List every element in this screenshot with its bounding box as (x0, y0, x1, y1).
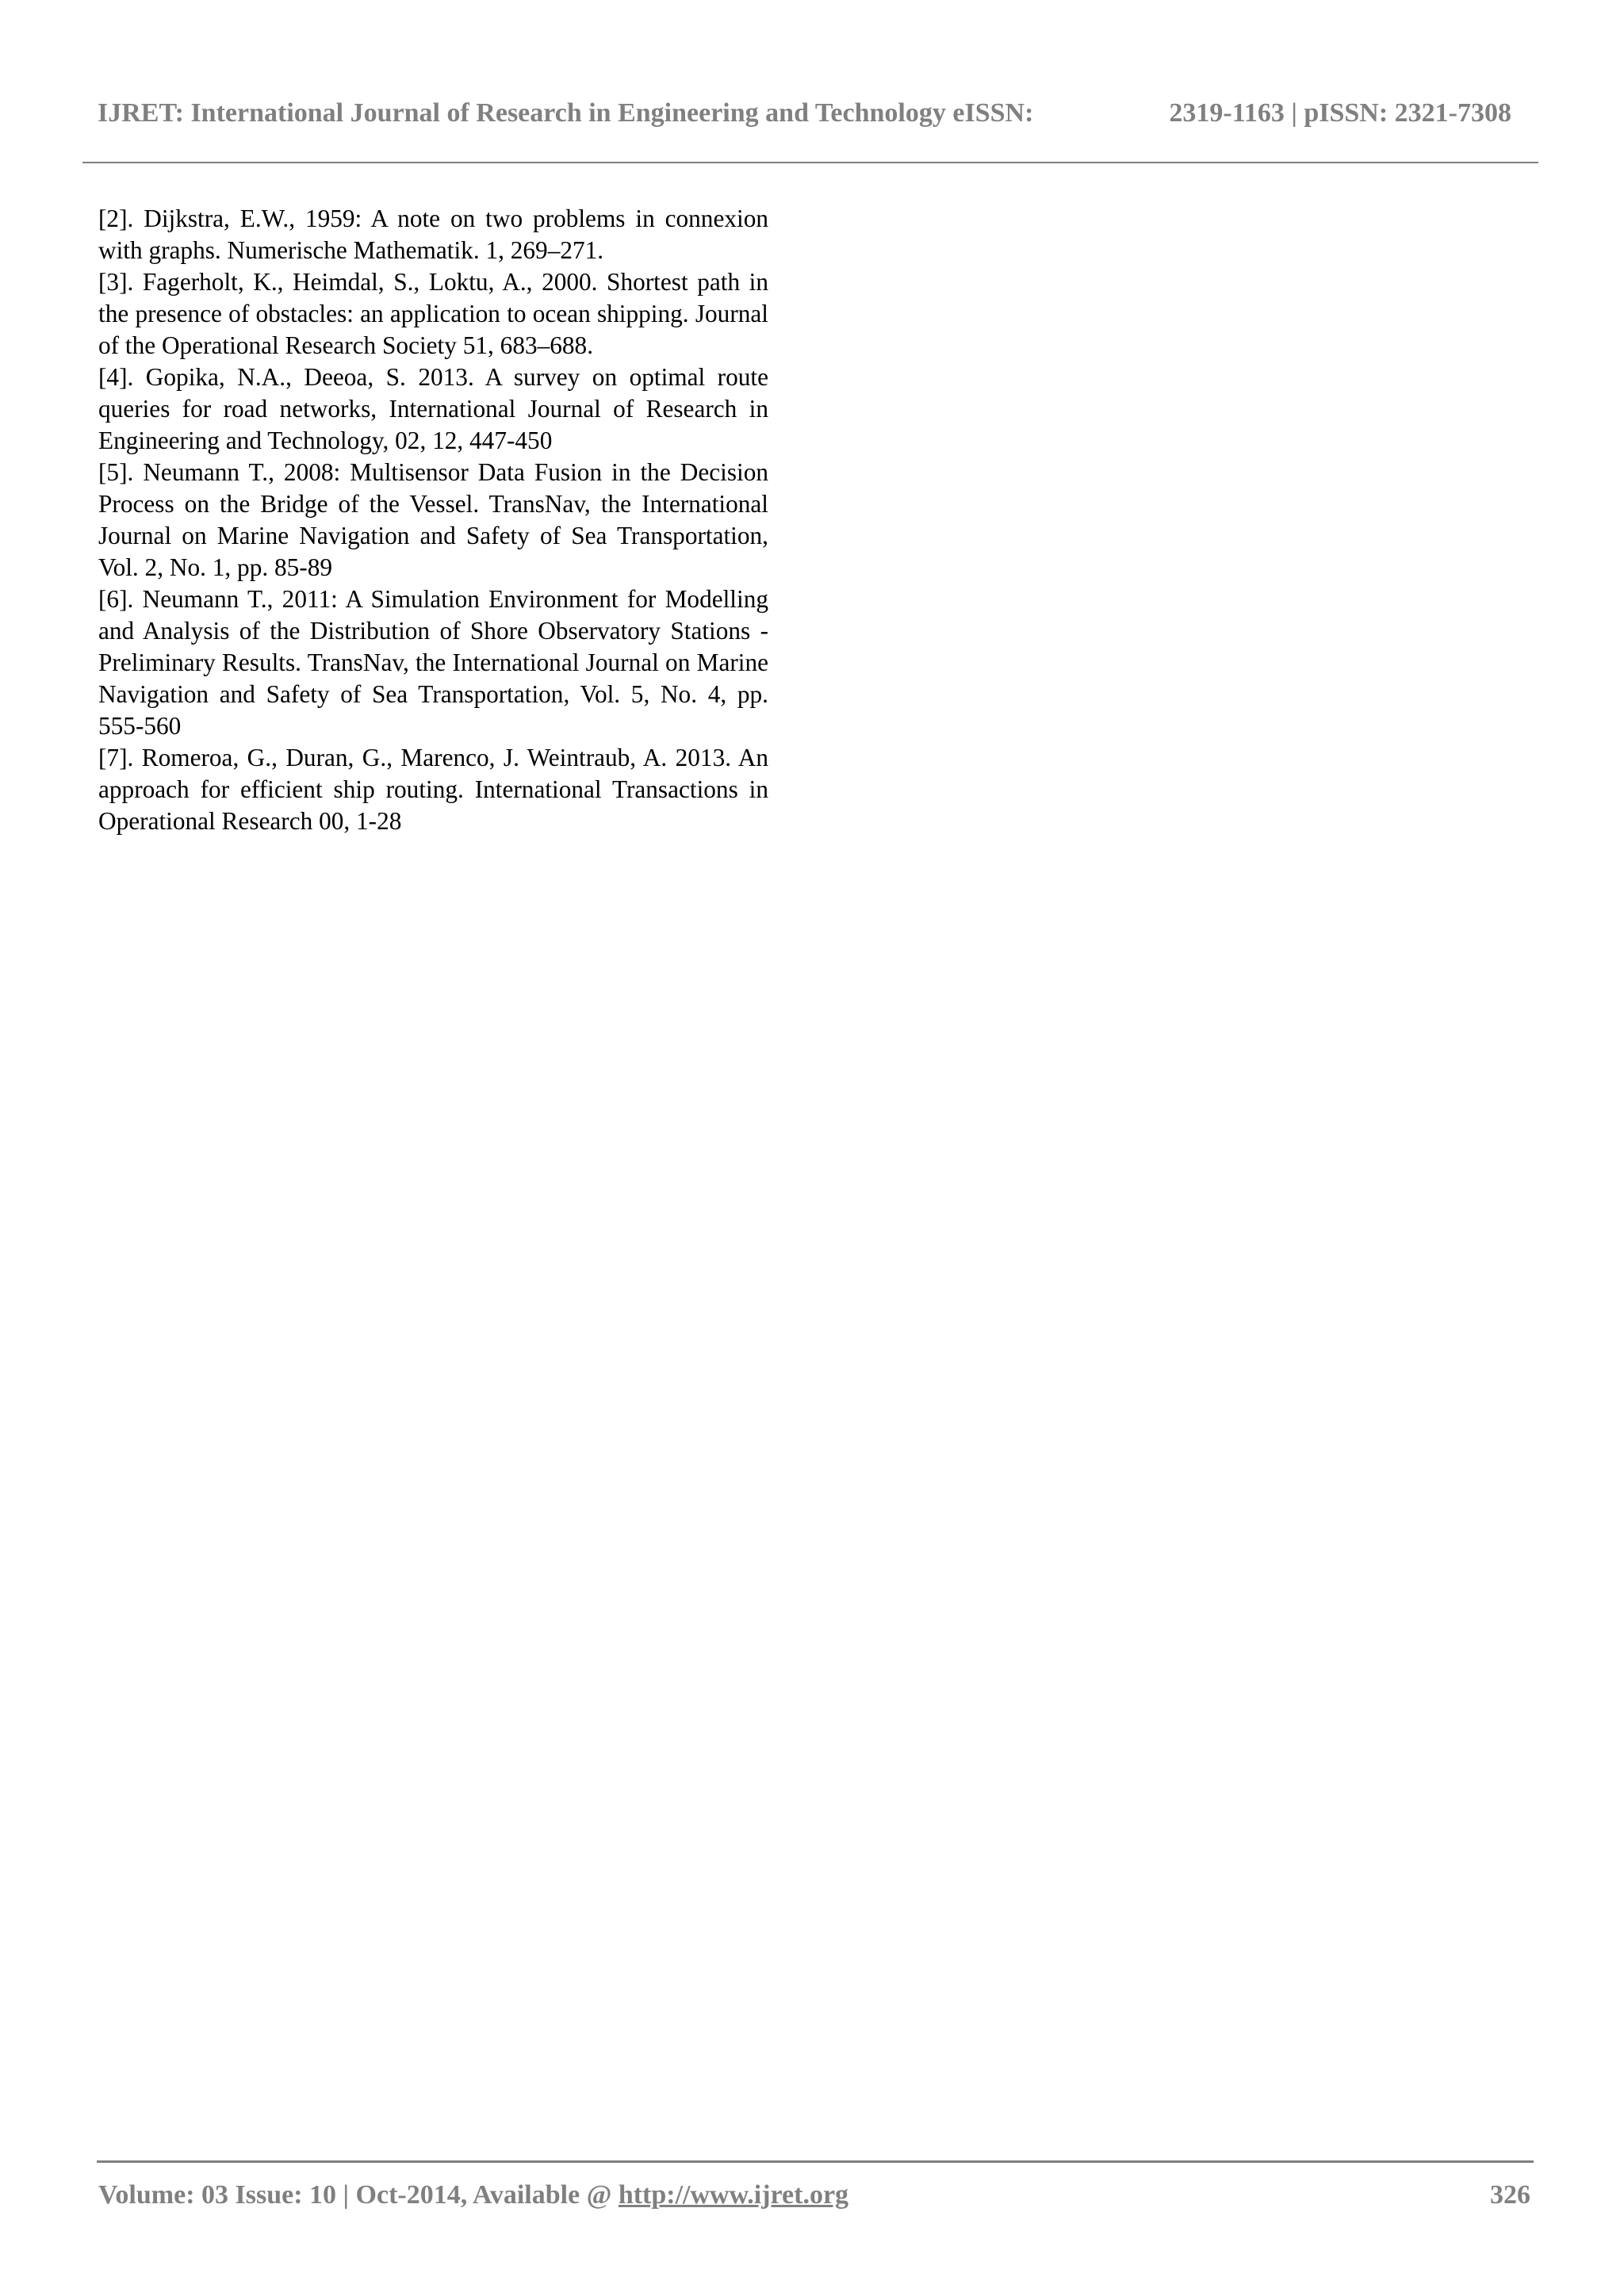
reference-item: [4]. Gopika, N.A., Deeoa, S. 2013. A survey on optimal route queries for road networks, International Journal of Research in Engineering and Technology, 02, 12, 447-450 (98, 363, 768, 454)
reference-item: [7]. Romeroa, G., Duran, G., Marenco, J. Weintraub, A. 2013. An approach for efficient ship routing. International Transactions in Operational Research 00, 1-28 (98, 744, 768, 835)
header-divider (82, 162, 1538, 163)
reference-item: [6]. Neumann T., 2011: A Simulation Environment for Modelling and Analysis of the Distribution of Shore Observatory Stations - Preliminary Results. TransNav, the International Journal on Marine Navigation and Safety of Sea Transportation, Vol. 5, No. 4, pp. 555-560 (98, 585, 768, 740)
journal-title: IJRET: International Journal of Research in Engineering and Technology eISSN: (98, 98, 1034, 128)
reference-item: [5]. Neumann T., 2008: Multisensor Data Fusion in the Decision Process on the Bridge of the Vessel. TransNav, the International Journal on Marine Navigation and Safety of Sea Transportation, Vol. 2, No. 1, pp. 85-89 (98, 458, 768, 581)
reference-item: [2]. Dijkstra, E.W., 1959: A note on two problems in connexion with graphs. Numerische Mathematik. 1, 269–271. (98, 205, 768, 264)
issn-numbers: 2319-1163 | pISSN: 2321-7308 (1169, 98, 1511, 128)
journal-website-link[interactable]: http://www.ijret.org (618, 2180, 849, 2210)
footer-left (98, 2180, 848, 2210)
footer-divider (97, 2160, 1534, 2163)
references-list (98, 203, 768, 837)
page-header (98, 98, 1511, 128)
reference-item: [3]. Fagerholt, K., Heimdal, S., Loktu, A., 2000. Shortest path in the presence of obstacles: an application to ocean shipping. Journal of the Operational Research Society 51, 683–688. (98, 268, 768, 359)
page-footer (98, 2180, 1530, 2210)
volume-info: Volume: 03 Issue: 10 | Oct-2014, Available @ (98, 2180, 612, 2210)
page-number: 326 (1490, 2180, 1530, 2210)
